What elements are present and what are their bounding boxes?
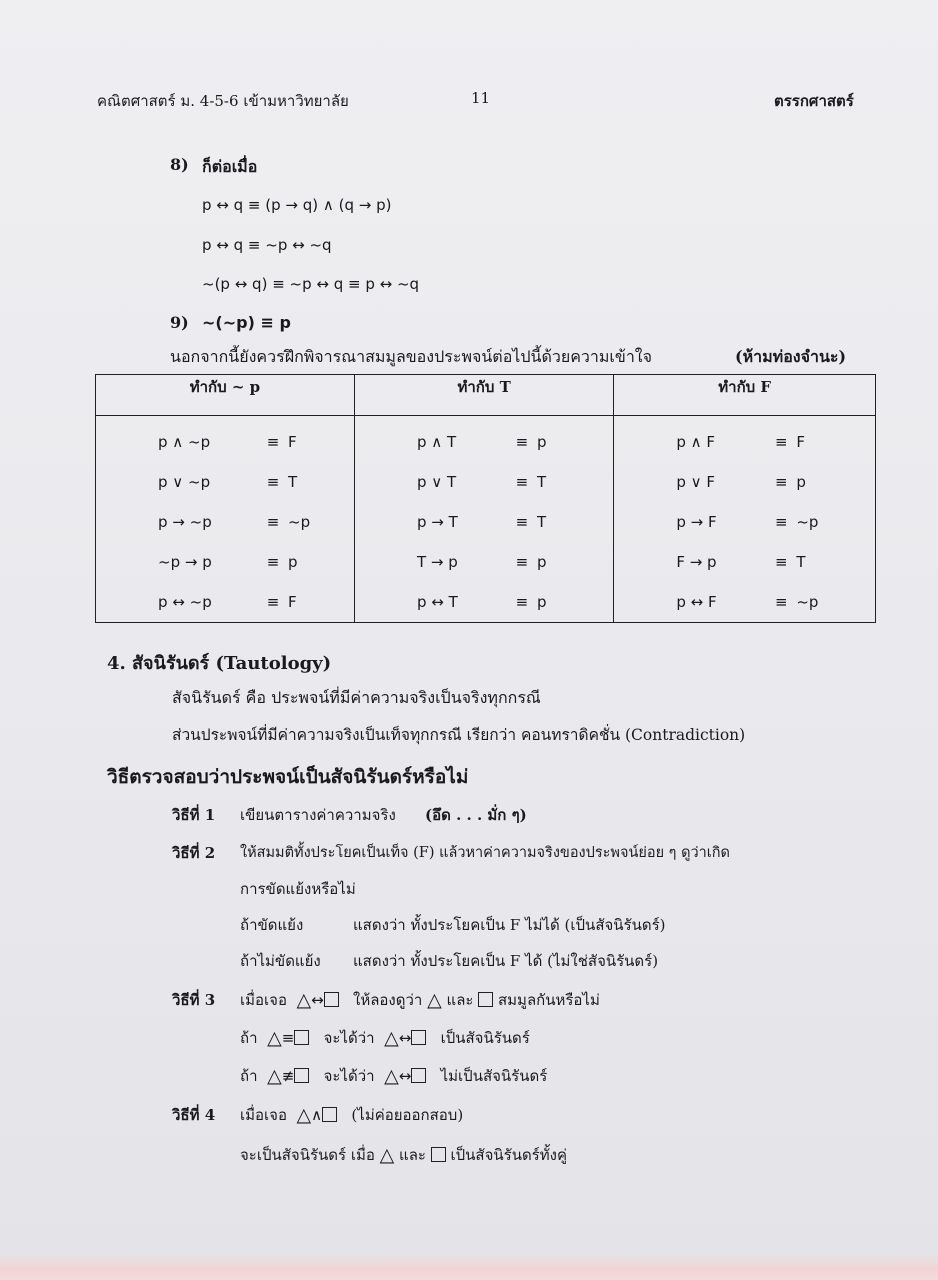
section4-definition: สัจนิรันดร์ คือ ประพจน์ที่มีค่าความจริงเป็นจริงทุกกรณี bbox=[172, 688, 541, 707]
method2-case1-result: แสดงว่า ทั้งประโยคเป็น F ไม่ได้ (เป็นสัจนิรันดร์) bbox=[353, 916, 666, 934]
triangle-icon: △ bbox=[384, 1027, 399, 1049]
method2-text2: การขัดแย้งหรือไม่ bbox=[240, 880, 356, 898]
item8-title: ก็ต่อเมื่อ bbox=[202, 157, 258, 176]
method4-label: วิธีที่ 4 bbox=[172, 1106, 216, 1124]
table-row: p ∧ F ≡ F bbox=[676, 433, 805, 451]
header-right: ตรรกศาสตร์ bbox=[774, 92, 854, 110]
table-row: p ↔ ~p ≡ F bbox=[158, 593, 297, 611]
equivalence-table bbox=[95, 374, 876, 623]
table-row: p ∨ ~p ≡ T bbox=[158, 473, 298, 491]
table-column-t bbox=[354, 416, 613, 623]
intro-note: (ห้ามท่องจำนะ) bbox=[735, 347, 847, 366]
triangle-icon: △ bbox=[427, 989, 442, 1011]
method4-line2: จะเป็นสัจนิรันดร์ เมื่อ △ และ เป็นสัจนิรันดร์ทั้งคู่ bbox=[240, 1144, 567, 1166]
square-icon bbox=[324, 992, 339, 1007]
item8-eq2: p ↔ q ≡ ~p ↔ ~q bbox=[202, 236, 332, 254]
triangle-icon: △ bbox=[267, 1027, 282, 1049]
section4-contradiction: ส่วนประพจน์ที่มีค่าความจริงเป็นเท็จทุกกรณี เรียกว่า คอนทราดิคชั่น (Contradiction) bbox=[172, 726, 746, 744]
method2-case2-condition: ถ้าไม่ขัดแย้ง bbox=[240, 952, 321, 970]
table-row: p → T ≡ T bbox=[416, 513, 547, 531]
method3-line2: ถ้า △≡ จะได้ว่า △↔ เป็นสัจนิรันดร์ bbox=[240, 1027, 530, 1049]
intro-text: นอกจากนี้ยังควรฝึกพิจารณาสมมูลของประพจน์ต่อไปนี้ด้วยความเข้าใจ bbox=[170, 347, 652, 366]
table-header-neg-p: ทำกับ ~ p bbox=[96, 375, 355, 416]
table-row: p ∧ T ≡ p bbox=[416, 433, 547, 451]
table-row: p → ~p ≡ ~p bbox=[158, 513, 311, 531]
table-header-t: ทำกับ T bbox=[354, 375, 613, 416]
table-row: p ↔ F ≡ ~p bbox=[676, 593, 819, 611]
method2-case2-result: แสดงว่า ทั้งประโยคเป็น F ได้ (ไม่ใช่สัจนิรันดร์) bbox=[353, 952, 659, 970]
method3-line1: เมื่อเจอ △↔ ให้ลองดูว่า △ และ สมมูลกันหรือไม่ bbox=[240, 989, 600, 1011]
table-row: T → p ≡ p bbox=[416, 553, 547, 571]
item8-eq1: p ↔ q ≡ (p → q) ∧ (q → p) bbox=[202, 196, 392, 214]
triangle-icon: △ bbox=[379, 1144, 395, 1166]
page-edge bbox=[0, 1254, 938, 1280]
header-left: คณิตศาสตร์ ม. 4-5-6 เข้ามหาวิทยาลัย bbox=[97, 92, 349, 110]
triangle-icon: △ bbox=[296, 989, 312, 1011]
triangle-icon: △ bbox=[296, 1104, 312, 1126]
table-column-f bbox=[614, 416, 876, 623]
table-row: p ∧ ~p ≡ F bbox=[158, 433, 297, 451]
table-row: p → F ≡ ~p bbox=[676, 513, 819, 531]
square-icon bbox=[322, 1107, 337, 1122]
table-row: p ∨ T ≡ T bbox=[416, 473, 547, 491]
table-row: p ↔ T ≡ p bbox=[416, 593, 547, 611]
check-title: วิธีตรวจสอบว่าประพจน์เป็นสัจนิรันดร์หรือไม่ bbox=[107, 766, 469, 788]
method2-text: ให้สมมติทั้งประโยคเป็นเท็จ (F) แล้วหาค่าความจริงของประพจน์ย่อย ๆ ดูว่าเกิด bbox=[240, 845, 730, 861]
square-icon bbox=[411, 1030, 426, 1045]
table-column-neg-p bbox=[96, 416, 355, 623]
triangle-icon: △ bbox=[384, 1065, 399, 1087]
method2-label: วิธีที่ 2 bbox=[172, 844, 216, 862]
square-icon bbox=[294, 1030, 309, 1045]
item9-eq: ~(~p) ≡ p bbox=[202, 313, 291, 332]
item9-label: 9) bbox=[170, 313, 189, 332]
item8-label: 8) bbox=[170, 155, 189, 174]
table-row: p ∨ F ≡ p bbox=[676, 473, 806, 491]
method1-note: (อึด . . . มั่ก ๆ) bbox=[425, 806, 527, 824]
method1-text: เขียนตารางค่าความจริง bbox=[240, 806, 396, 824]
triangle-icon: △ bbox=[267, 1065, 282, 1087]
square-icon bbox=[411, 1068, 426, 1083]
item8-eq3: ~(p ↔ q) ≡ ~p ↔ q ≡ p ↔ ~q bbox=[202, 275, 420, 293]
square-icon bbox=[431, 1147, 446, 1162]
method2-case1-condition: ถ้าขัดแย้ง bbox=[240, 916, 304, 934]
method3-line3: ถ้า △≢ จะได้ว่า △↔ ไม่เป็นสัจนิรันดร์ bbox=[240, 1065, 548, 1087]
section4-title: 4. สัจนิรันดร์ (Tautology) bbox=[107, 653, 332, 674]
method4-line1: เมื่อเจอ △∧ (ไม่ค่อยออกสอบ) bbox=[240, 1104, 464, 1126]
table-header-f: ทำกับ F bbox=[614, 375, 876, 416]
table-row: ~p → p ≡ p bbox=[158, 553, 298, 571]
page-number: 11 bbox=[471, 89, 491, 107]
square-icon bbox=[294, 1068, 309, 1083]
method3-label: วิธีที่ 3 bbox=[172, 991, 216, 1009]
table-row: F → p ≡ T bbox=[676, 553, 806, 571]
method1-label: วิธีที่ 1 bbox=[172, 806, 216, 824]
square-icon bbox=[478, 992, 493, 1007]
